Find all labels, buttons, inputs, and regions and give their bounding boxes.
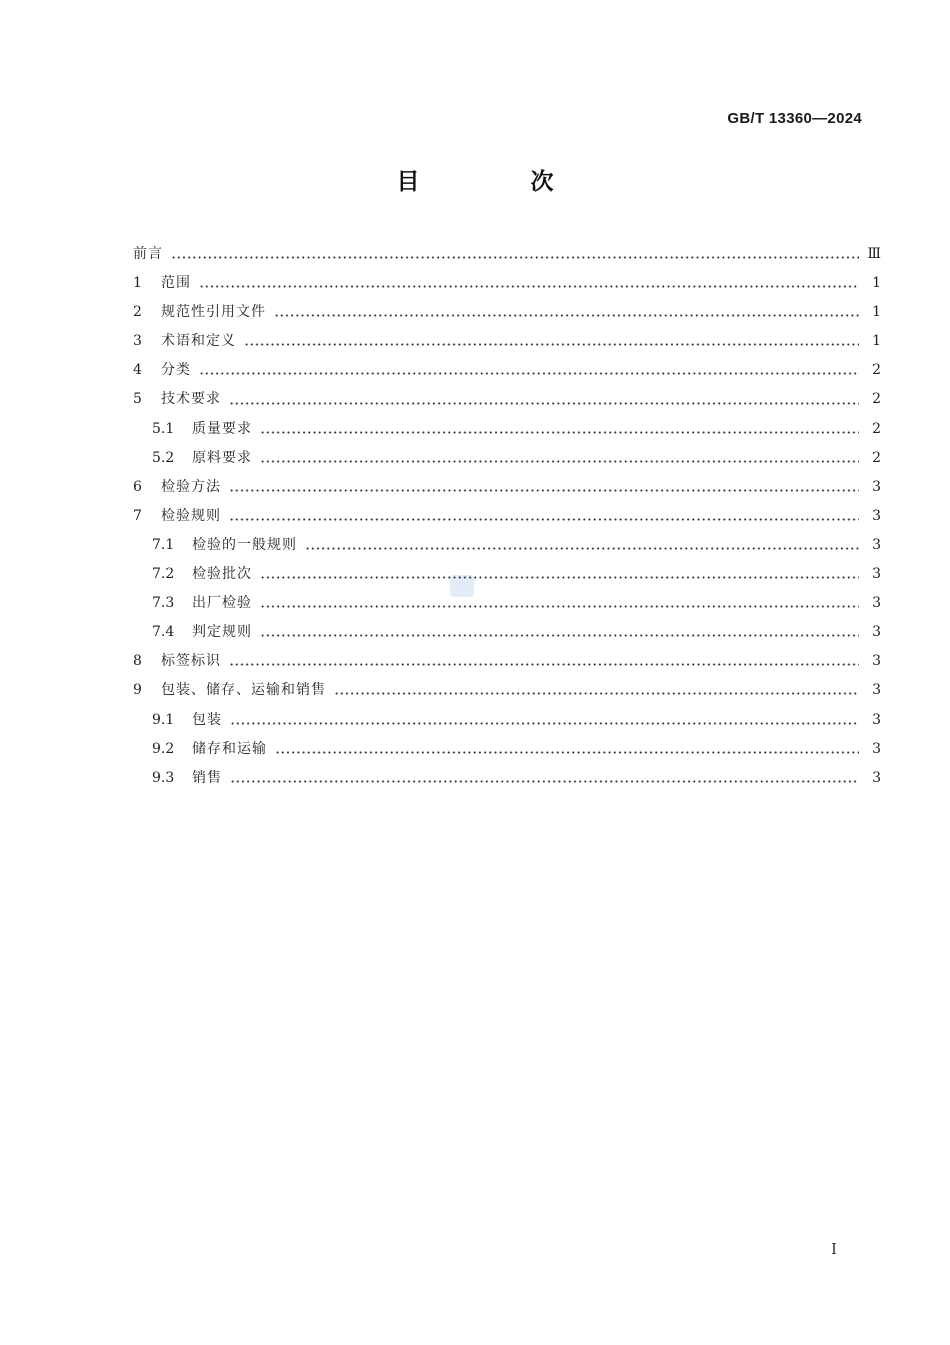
toc-entry-label: 判定规则 [192,624,252,641]
toc-entry-number: 8 [133,653,142,670]
toc-leader-dots [171,256,859,259]
toc-entry-page: 2 [872,420,881,437]
toc-entry[interactable] [133,502,881,531]
toc-entry-label: 标签标识 [161,653,221,670]
toc-entry-label: 技术要求 [161,391,221,408]
toc-entry[interactable] [133,385,881,414]
toc-entry-page: 1 [872,304,881,321]
toc-entry[interactable] [133,531,881,560]
toc-entry[interactable] [133,356,881,385]
toc-entry-page: 3 [872,478,881,495]
toc-entry-page: 3 [872,769,881,786]
toc-entry-page: 2 [872,391,881,408]
toc-entry-label: 原料要求 [192,449,252,466]
toc-entry-label: 销售 [192,769,222,786]
toc-leader-dots [260,634,859,637]
toc-entry[interactable] [133,298,881,327]
toc-leader-dots [229,518,859,521]
toc-entry-label: 包装、储存、运输和销售 [161,682,326,699]
toc-entry-number: 5 [133,391,142,408]
toc-entry-page: 2 [872,449,881,466]
toc-entry-page: Ⅲ [867,246,881,262]
toc-leader-dots [305,547,859,550]
toc-entry[interactable] [133,706,881,735]
toc-entry-page: 3 [872,682,881,699]
toc-entry-number: 9.2 [152,740,175,757]
toc-entry-number: 7.2 [152,566,175,583]
toc-entry-number: 5.1 [152,420,175,437]
toc-entry-page: 1 [872,275,881,292]
toc-entry-label: 规范性引用文件 [161,304,266,321]
toc-entry-label: 检验方法 [161,478,221,495]
page-number: Ⅰ [831,1240,837,1258]
toc-entry[interactable] [133,240,881,269]
toc-entry[interactable] [133,473,881,502]
toc-entry-page: 3 [872,595,881,612]
toc-entry[interactable] [133,647,881,676]
toc-entry-number: 7.3 [152,595,175,612]
toc-entry-number: 7.4 [152,624,175,641]
toc-entry[interactable] [133,764,881,793]
toc-entry-page: 3 [872,536,881,553]
toc-leader-dots [275,751,859,754]
toc-entry[interactable] [133,444,881,473]
toc-leader-dots [229,402,859,405]
toc-entry-label: 检验批次 [192,566,252,583]
toc-entry-label: 检验规则 [161,507,221,524]
toc-entry-page: 1 [872,333,881,350]
toc-entry-label: 范围 [161,275,191,292]
toc-entry[interactable] [133,676,881,705]
toc-entry[interactable] [133,415,881,444]
toc-entry-page: 3 [872,507,881,524]
toc-entry[interactable] [133,735,881,764]
toc-leader-dots [334,692,859,695]
toc-entry[interactable] [133,560,881,589]
toc-entry-number: 7.1 [152,536,175,553]
toc-entry-page: 3 [872,566,881,583]
toc-entry-number: 3 [133,333,142,350]
toc-leader-dots [260,576,859,579]
toc-leader-dots [260,431,859,434]
toc-leader-dots [230,722,859,725]
toc-entry-number: 2 [133,304,142,321]
toc-entry[interactable] [133,589,881,618]
toc-leader-dots [260,460,859,463]
toc-entry-number: 1 [133,275,142,292]
toc-entry[interactable] [133,618,881,647]
toc-entry-label: 质量要求 [192,420,252,437]
page-title: 目 次 [396,169,598,195]
toc-entry-number: 9 [133,682,142,699]
toc-leader-dots [244,343,859,346]
toc-leader-dots [260,605,859,608]
table-of-contents [133,240,881,793]
toc-leader-dots [229,663,859,666]
toc-entry-label: 检验的一般规则 [192,536,297,553]
toc-entry-number: 5.2 [152,449,175,466]
toc-entry-page: 3 [872,624,881,641]
toc-leader-dots [229,489,859,492]
toc-entry[interactable] [133,327,881,356]
toc-entry-label: 前言 [133,246,163,262]
toc-leader-dots [199,372,859,375]
toc-entry-number: 9.1 [152,711,175,728]
toc-entry[interactable] [133,269,881,298]
toc-entry-label: 储存和运输 [192,740,267,757]
toc-entry-page: 2 [872,362,881,379]
toc-entry-label: 分类 [161,362,191,379]
toc-leader-dots [274,314,859,317]
toc-entry-number: 7 [133,507,142,524]
toc-entry-page: 3 [872,653,881,670]
toc-leader-dots [199,285,859,288]
toc-entry-number: 6 [133,478,142,495]
toc-entry-label: 术语和定义 [161,333,236,350]
toc-entry-number: 9.3 [152,769,175,786]
toc-entry-page: 3 [872,740,881,757]
toc-leader-dots [230,780,859,783]
toc-entry-label: 包装 [192,711,222,728]
toc-entry-number: 4 [133,362,142,379]
toc-entry-page: 3 [872,711,881,728]
standard-code: GB/T 13360—2024 [727,110,862,127]
toc-entry-label: 出厂检验 [192,595,252,612]
